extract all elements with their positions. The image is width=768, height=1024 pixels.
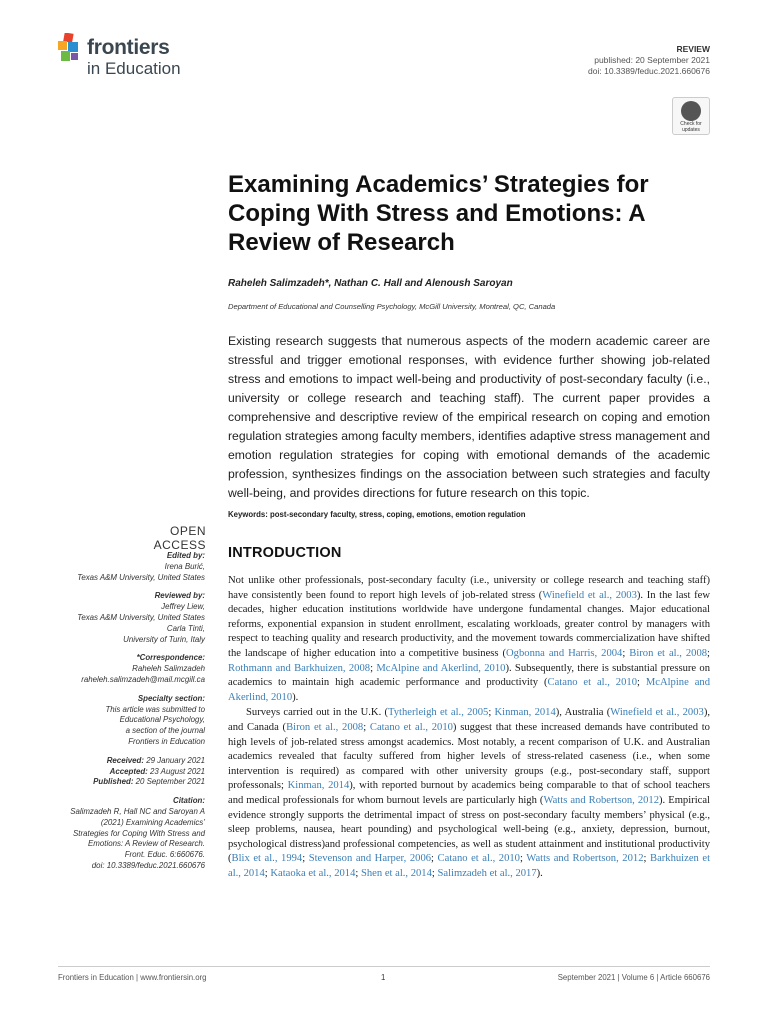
logo-journal-name: in Education <box>87 59 181 78</box>
body-text: ; <box>637 677 646 689</box>
body-text: ). <box>292 691 299 703</box>
article-info-sidebar <box>40 551 205 880</box>
specialty-line: This article was submitted to <box>105 704 205 714</box>
body-text: ; <box>643 853 650 865</box>
article-type: REVIEW <box>676 44 710 54</box>
reviewer-name: Carla Tinti, <box>166 623 205 633</box>
citation-block <box>40 796 205 872</box>
page-number: 1 <box>381 973 386 982</box>
journal-logo[interactable] <box>58 33 208 83</box>
correspondence-email[interactable]: raheleh.salimzadeh@mail.mcgill.ca <box>81 674 205 684</box>
reviewer-name: Jeffrey Liew, <box>161 602 205 612</box>
citation-link[interactable]: Biron et al., 2008 <box>629 647 708 659</box>
frontiers-logo-icon <box>58 33 84 63</box>
open-access-label: OPEN ACCESS <box>153 524 206 552</box>
citation-link[interactable]: Winefield et al., 2003 <box>542 589 637 601</box>
introduction-body <box>228 574 710 881</box>
paragraph <box>228 706 710 881</box>
correspondence-name: Raheleh Salimzadeh <box>132 664 205 674</box>
body-text: ; <box>431 867 438 879</box>
citation-link[interactable]: Catano et al., 2010 <box>369 721 453 733</box>
citation-link[interactable]: Stevenson and Harper, 2006 <box>308 853 432 865</box>
logo-wordmark: frontiers <box>87 36 170 59</box>
citation-link[interactable]: Barkhuizen et al., 2014 <box>228 853 711 879</box>
published-value: 20 September 2021 <box>135 777 205 787</box>
citation-line: (2021) Examining Academics’ <box>100 817 205 827</box>
accepted-value: 23 August 2021 <box>150 766 205 776</box>
citation-link[interactable]: Ogbonna and Harris, 2004 <box>506 647 623 659</box>
citation-link[interactable]: McAlpine and Akerlind, 2010 <box>376 662 506 674</box>
citation-link[interactable]: Kinman, 2014 <box>494 707 556 719</box>
check-updates-label: Check for updates <box>680 121 702 133</box>
citation-link[interactable]: Catano et al., 2010 <box>437 853 520 865</box>
edited-by-label: Edited by: <box>166 551 205 560</box>
body-text: ; <box>488 707 495 719</box>
citation-link[interactable]: McAlpine and Akerlind, 2010 <box>228 677 710 703</box>
body-text: ), Australia ( <box>555 707 611 719</box>
doi-link[interactable]: doi: 10.3389/feduc.2021.660676 <box>588 66 710 76</box>
keywords: Keywords: post-secondary faculty, stress, coping, emotions, emotion regulation <box>228 510 526 519</box>
body-text: ) suggest that these increased demands have contributed to high levels of job-related stress amongst academics. Most notably, a recent comparison of U.K. and Australian academics revealed that faculty suffered from higher levels of stress-related caseness (i.e., when some intervention is required) as compared with other university groups (e.g., post-secondary staff, support professonals; <box>228 721 710 792</box>
citation-link[interactable]: Watts and Robertson, 2012 <box>543 794 660 806</box>
specialty-label: Specialty section: <box>137 693 205 703</box>
citation-line: Salimzadeh R, Hall NC and Saroyan A <box>70 806 205 816</box>
correspondence-label: *Correspondence: <box>136 653 205 663</box>
published-date: published: 20 September 2021 <box>594 55 710 65</box>
body-text: ). Subsequently, there is substantial pressure on academics to maintain high academic performance and productivity ( <box>228 662 711 689</box>
specialty-line: a section of the journal <box>125 726 205 736</box>
body-text: ). <box>536 867 543 879</box>
check-updates-icon <box>681 101 701 121</box>
published-date-side <box>40 777 205 788</box>
citation-link[interactable]: Catano et al., 2010 <box>547 677 637 689</box>
body-text: ; <box>431 853 438 865</box>
editor-name: Irena Burić, <box>164 561 205 571</box>
body-text: Surveys carried out in the U.K. ( <box>246 707 389 719</box>
published-label: Published: <box>93 777 134 787</box>
citation-line: Emotions: A Review of Research. <box>88 839 205 849</box>
citation-link[interactable]: Rothmann and Barkhuizen, 2008 <box>228 662 371 674</box>
citation-line: Front. Educ. 6:660676. <box>124 850 205 860</box>
abstract: Existing research suggests that numerous aspects of the modern academic career are stressful and trigger emotional responses, with evidence further showing job-related stress and emotions to impact well-being and productivity of post-secondary faculty (i.e., university or college research and teaching staff). The current paper provides a comprehensive and descriptive review of the empirical research on coping and emotion regulation strategies among faculty members, identifies adaptive stress management and emotion regulation strategies for coping with emotional demands of the academic profession, synthesizes findings on the association between such strategies and faculty well-being, and provides directions for future research on this topic. <box>228 334 710 500</box>
author-list: Raheleh Salimzadeh*, Nathan C. Hall and Alenoush Saroyan <box>228 278 513 289</box>
body-text: ; <box>519 853 527 865</box>
body-text: ; <box>363 721 370 733</box>
citation-link[interactable]: Winefield et al., 2003 <box>610 707 704 719</box>
body-text: ; <box>264 867 271 879</box>
dates-block <box>40 756 205 788</box>
article-meta-header <box>588 44 710 77</box>
specialty-line: Frontiers in Education <box>128 736 205 746</box>
citation-label: Citation: <box>173 796 205 806</box>
editor-affiliation: Texas A&M University, United States <box>77 572 205 582</box>
citation-doi[interactable]: doi: 10.3389/feduc.2021.660676 <box>91 860 205 870</box>
article-title: Examining Academics’ Strategies for Coping With Stress and Emotions: A Review of Research <box>228 171 649 256</box>
citation-link[interactable]: Watts and Robertson, 2012 <box>526 853 644 865</box>
received-date <box>40 756 205 767</box>
paragraph <box>228 574 710 705</box>
body-text: ), with reported burnout by academics being comparable to that of school teachers and medical professionals for whom burnout levels are particularly high ( <box>228 780 710 806</box>
specialty-line: Educational Psychology, <box>119 715 205 725</box>
body-text: Not unlike other professionals, post-secondary faculty (i.e., university or college research and teaching staff) have consistently been found to report high levels of job-related stress ( <box>228 575 710 601</box>
citation-link[interactable]: Blix et al., 1994 <box>231 853 303 865</box>
body-text: ). In the last few decades, higher education institutions worldwide have undergone fundamental changes. Major educational reforms, exponential expansion in student enrollment, escalating workloads, greater control by managers with respect to teaching quality and research productivity, and the movement towards commercialization have shifted the landscape of higher education into a competitive business ( <box>228 589 710 659</box>
edited-by-block <box>40 551 205 583</box>
citation-link[interactable]: Shen et al., 2014 <box>360 867 432 879</box>
reviewer-affiliation: University of Turin, Italy <box>123 634 205 644</box>
footer-divider <box>58 966 710 967</box>
body-text: ; <box>707 647 710 659</box>
body-text: ; <box>302 853 309 865</box>
reviewer-affiliation: Texas A&M University, United States <box>77 612 205 622</box>
body-text: ; <box>370 662 377 674</box>
body-text: ). Empirical evidence strongly supports the detrimental impact of stress on post-secondary faculty members’ physical (e.g., sleep problems, nausea, heart pounding) and psychological well-being (e.g., anxiety, depression, burnout, psychological distress)and professional competencies, as well as student attainment and institutional productivity ( <box>228 794 710 865</box>
citation-link[interactable]: Kinman, 2014 <box>287 780 350 792</box>
received-value: 29 January 2021 <box>146 755 205 765</box>
citation-link[interactable]: Tytherleigh et al., 2005 <box>388 707 489 719</box>
affiliation: Department of Educational and Counselling Psychology, McGill University, Montreal, QC, Canada <box>228 302 556 311</box>
check-for-updates-button[interactable] <box>672 97 710 135</box>
body-text: ), and Canada ( <box>228 707 710 733</box>
accepted-label: Accepted: <box>109 766 148 776</box>
reviewed-by-label: Reviewed by: <box>154 591 205 601</box>
citation-link[interactable]: Biron et al., 2008 <box>286 721 364 733</box>
specialty-block <box>40 694 205 748</box>
reviewed-by-block <box>40 591 205 645</box>
section-heading-introduction: INTRODUCTION <box>228 545 342 561</box>
citation-line: Strategies for Coping With Stress and <box>73 828 205 838</box>
citation-link[interactable]: Kataoka et al., 2014 <box>270 867 356 879</box>
citation-link[interactable]: Salimzadeh et al., 2017 <box>437 867 537 879</box>
received-label: Received: <box>106 755 144 765</box>
body-text: ; <box>355 867 361 879</box>
footer-journal[interactable]: Frontiers in Education | www.frontiersin.org <box>58 973 207 982</box>
correspondence-block <box>40 653 205 685</box>
footer-volume: September 2021 | Volume 6 | Article 660676 <box>557 973 710 982</box>
accepted-date <box>40 767 205 778</box>
body-text: ; <box>622 647 630 659</box>
